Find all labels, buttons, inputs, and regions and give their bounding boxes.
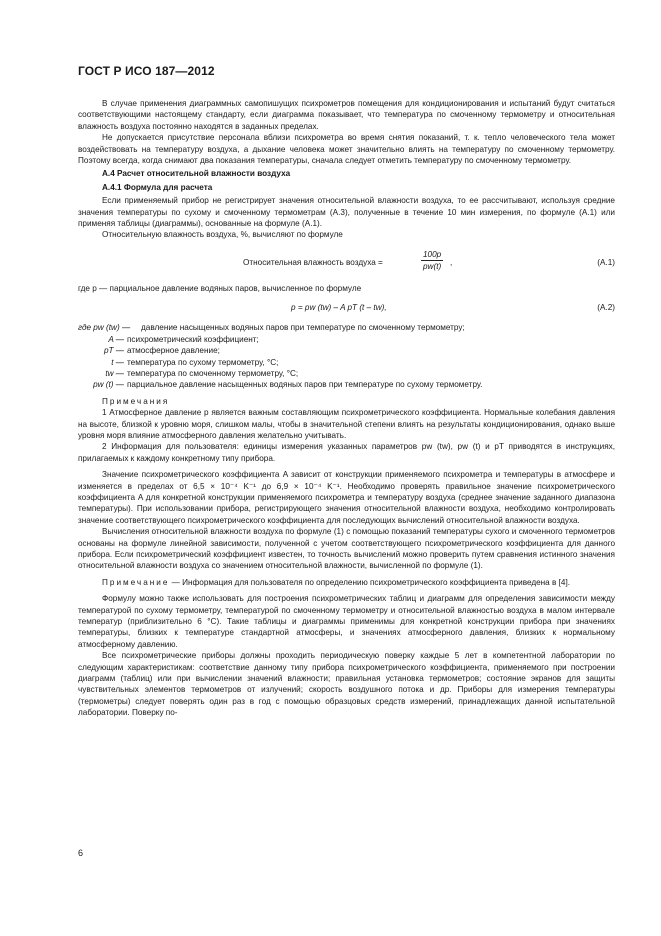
definition-row bbox=[78, 379, 615, 390]
definition-symbol: t — bbox=[111, 357, 124, 367]
paragraph: Вычисления относительной влажности воздуха по формуле (1) с помощью показаний температуры сухого и смоченного термометров основаны на формуле линейной зависимости, полученной с учетом соответствующего психрометрического коэффициента для данного прибора. Если психрометрический коэффициент известен, то точность вычислений можно проверить путем сравнения истинного значения относительной влажности воздуха со значением относительной влажности, вычисленной по формуле (1). bbox=[78, 527, 615, 571]
paragraph: Если применяемый прибор не регистрирует значения относительной влажности воздуха, то ее рассчитывают, используя средние значения температуры по сухому и смоченному термометрам (А.3), полученные в течение 10 мин измерения, по формуле (А.1) или применяя таблицы (диаграммы), основанные на формуле (А.1). bbox=[78, 196, 615, 229]
formula-comma: , bbox=[450, 257, 453, 267]
variable-definitions bbox=[78, 322, 615, 390]
note-label: Примечание bbox=[102, 577, 170, 587]
paragraph: Значение психрометрического коэффициента A зависит от конструкции применяемого психрометра и температуры в атмосфере и изменяется в пределах от 6,5 × 10⁻⁴ K⁻¹ до 6,9 × 10⁻⁴ K⁻¹. Необходимо проверять правильное значение психрометрического коэффициента A для конкретной конструкции применяемого психрометра и температуру воздуха (среднее значение заданного диапазона температуры). При использовании прибора, регистрирующего значения относительной влажности воздуха, необходимо контролировать значение соответствующего психрометрического коэффициента для последующих вычислений относительной влажности воздуха. bbox=[78, 470, 615, 525]
paragraph: Не допускается присутствие персонала вблизи психрометра во время снятия показаний, т. к. тепло человеческого тела может воздействовать на температуру воздуха, а дыхание человека может значительно влиять на температуру по смоченному термометру. Поэтому всегда, когда снимают два показания температуры, сначала следует отметить температуру по смоченному термометру. bbox=[78, 133, 615, 166]
formula-fraction bbox=[421, 249, 443, 273]
paragraph: Формулу можно также использовать для построения психрометрических таблиц и диаграмм для определения зависимости между температурой по сухому термометру, температурой по смоченному термометру и относительной влажностью воздуха в малом интервале температур (приблизительно 6 °С). Такие таблицы и диаграммы применимы для конкретной конструкции прибора при значениях температуры, близких к температуре стандартной атмосферы, и значениях атмосферного давления, близких к нормальному атмосферному давлению. bbox=[78, 594, 615, 649]
note-item: 1 Атмосферное давление p является важным составляющим психрометрического коэффициента. Нормальные колебания давления на высоте, близкой к уровню моря, слишком малы, чтобы в значительной степени влиять на результаты кондиционирования, однако выше уровня моря влияние атмосферного давления желательно учитывать. bbox=[78, 408, 615, 440]
paragraph: где p — парциальное давление водяных паров, вычисленное по формуле bbox=[78, 283, 362, 293]
paragraph: В случае применения диаграммных самопишущих психрометров помещения для кондиционирования и испытаний будут считаться соответствующими настоящему стандарту, если диаграмма показывает, что температура по смоченному термометру и относительная влажность воздуха постоянно находятся в заданных пределах. bbox=[78, 99, 615, 131]
document-body bbox=[78, 98, 615, 719]
formula-a1 bbox=[78, 249, 615, 275]
formula-expression: p = pw (tw) – A pT (t – tw), bbox=[291, 303, 387, 313]
definition-symbol: A — bbox=[108, 334, 124, 344]
definition-text: атмосферное давление; bbox=[127, 346, 220, 356]
note-text: — Информация для пользователя по определению психрометрического коэффициента приведена в [4]. bbox=[171, 577, 571, 587]
definition-text: температура по сухому термометру, °С; bbox=[127, 357, 279, 367]
definition-text: психрометрический коэффициент; bbox=[127, 334, 259, 344]
note-paragraph bbox=[78, 577, 615, 588]
definition-symbol: pw (t) — bbox=[93, 380, 124, 390]
definition-row bbox=[78, 368, 615, 379]
definition-text: температура по смоченному термометру, °С; bbox=[127, 368, 299, 378]
definition-row bbox=[78, 345, 615, 356]
definition-text: парциальное давление насыщенных водяных паров при температуре по сухому термометру. bbox=[127, 380, 483, 390]
definition-row bbox=[78, 334, 615, 345]
definition-symbol: tw — bbox=[105, 368, 124, 378]
page-number: 6 bbox=[78, 848, 84, 858]
formula-label: Относительная влажность воздуха = bbox=[243, 257, 383, 267]
equation-number: (А.1) bbox=[597, 257, 615, 267]
definition-symbol: pT — bbox=[103, 346, 124, 356]
paragraph: Все психрометрические приборы должны проходить периодическую поверку каждые 5 лет в компетентной лаборатории по следующим характеристикам: соответствие данному типу прибора психрометрического коэффициента, применяемого при построении диаграмм (таблиц) или при вычислении значений влажности; правильная установка термометров; состояние экранов для защиты чувствительных элементов термометров от излучений; скорость воздушного потока и др. Приборы для измерения температуры (термометры) следует поверять один раз в год с помощью образцовых средств измерений, принадлежащих данной испытательной лаборатории. Поверку по- bbox=[78, 651, 615, 718]
formula-numerator: 100p bbox=[421, 249, 443, 261]
definition-row bbox=[78, 357, 615, 368]
document-header: ГОСТ Р ИСО 187—2012 bbox=[78, 64, 215, 78]
definition-row bbox=[78, 322, 615, 333]
note-item: 2 Информация для пользователя: единицы измерения указанных параметров pw (tw), pw (t) и pT приводятся в инструкциях, прилагаемых к каждому конкретному типу прибора. bbox=[78, 442, 615, 463]
notes-heading: Примечания bbox=[102, 396, 170, 406]
subsection-heading: А.4.1 Формула для расчета bbox=[102, 182, 213, 192]
definition-text: давление насыщенных водяных паров при температуре по смоченному термометру; bbox=[141, 323, 465, 333]
equation-number: (А.2) bbox=[597, 303, 615, 313]
definition-symbol: где pw (tw) — bbox=[78, 323, 131, 333]
section-heading: А.4 Расчет относительной влажности воздуха bbox=[102, 169, 291, 179]
paragraph: Относительную влажность воздуха, %, вычисляют по формуле bbox=[102, 230, 343, 240]
formula-denominator: pw(t) bbox=[423, 262, 442, 272]
formula-a2 bbox=[78, 300, 615, 316]
